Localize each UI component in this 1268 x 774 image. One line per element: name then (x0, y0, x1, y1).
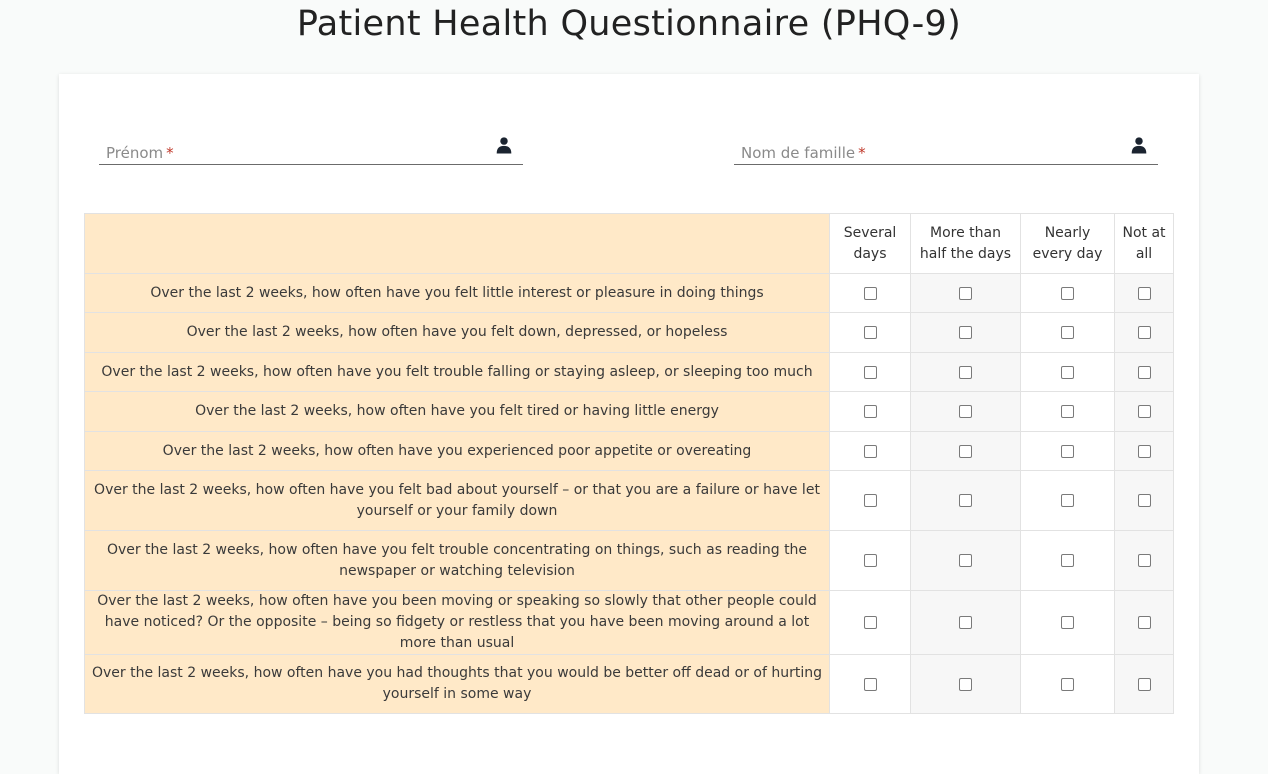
first-name-field[interactable] (99, 132, 523, 165)
checkbox-not-at-all[interactable] (1138, 616, 1151, 629)
phq9-table (84, 213, 1174, 714)
last-name-label: Nom de famille * (741, 144, 866, 162)
checkbox-several-days[interactable] (864, 405, 877, 418)
table-row (85, 591, 1174, 655)
checkbox-more-than-half[interactable] (959, 554, 972, 567)
checkbox-not-at-all[interactable] (1138, 287, 1151, 300)
checkbox-more-than-half[interactable] (959, 366, 972, 379)
table-header-row (85, 214, 1174, 274)
question-text: Over the last 2 weeks, how often have you felt trouble concentrating on things, such as reading the newspaper or watching television (85, 531, 830, 591)
checkbox-nearly-every-day[interactable] (1061, 287, 1074, 300)
checkbox-more-than-half[interactable] (959, 616, 972, 629)
checkbox-several-days[interactable] (864, 616, 877, 629)
table-row (85, 531, 1174, 591)
question-text: Over the last 2 weeks, how often have you felt tired or having little energy (85, 392, 830, 432)
checkbox-several-days[interactable] (864, 445, 877, 458)
checkbox-more-than-half[interactable] (959, 494, 972, 507)
checkbox-more-than-half[interactable] (959, 445, 972, 458)
checkbox-nearly-every-day[interactable] (1061, 678, 1074, 691)
header-nearly-every-day: Nearly every day (1021, 214, 1115, 274)
person-icon (495, 136, 513, 154)
person-icon (1130, 136, 1148, 154)
checkbox-not-at-all[interactable] (1138, 366, 1151, 379)
checkbox-not-at-all[interactable] (1138, 678, 1151, 691)
checkbox-several-days[interactable] (864, 287, 877, 300)
questionnaire-card (59, 74, 1199, 774)
table-row (85, 274, 1174, 313)
header-more-than-half: More than half the days (911, 214, 1021, 274)
checkbox-not-at-all[interactable] (1138, 445, 1151, 458)
checkbox-more-than-half[interactable] (959, 405, 972, 418)
checkbox-more-than-half[interactable] (959, 287, 972, 300)
header-question-cell (85, 214, 830, 274)
checkbox-nearly-every-day[interactable] (1061, 445, 1074, 458)
checkbox-several-days[interactable] (864, 494, 877, 507)
last-name-field[interactable] (734, 132, 1158, 165)
checkbox-more-than-half[interactable] (959, 326, 972, 339)
table-row (85, 353, 1174, 392)
checkbox-several-days[interactable] (864, 326, 877, 339)
checkbox-not-at-all[interactable] (1138, 494, 1151, 507)
checkbox-not-at-all[interactable] (1138, 554, 1151, 567)
table-row (85, 313, 1174, 353)
header-several-days: Several days (830, 214, 911, 274)
table-row (85, 471, 1174, 531)
header-not-at-all: Not at all (1115, 214, 1174, 274)
checkbox-nearly-every-day[interactable] (1061, 494, 1074, 507)
checkbox-several-days[interactable] (864, 366, 877, 379)
required-mark: * (858, 144, 866, 162)
question-text: Over the last 2 weeks, how often have you felt little interest or pleasure in doing things (85, 274, 830, 313)
question-text: Over the last 2 weeks, how often have you experienced poor appetite or overeating (85, 432, 830, 471)
question-text: Over the last 2 weeks, how often have you felt bad about yourself – or that you are a failure or have let yourself or your family down (85, 471, 830, 531)
question-text: Over the last 2 weeks, how often have you felt trouble falling or staying asleep, or sleeping too much (85, 353, 830, 392)
question-text: Over the last 2 weeks, how often have you been moving or speaking so slowly that other people could have noticed? Or the opposite – being so fidgety or restless that you have been moving around a lot more than usual (85, 591, 830, 655)
table-row (85, 392, 1174, 432)
required-mark: * (166, 144, 174, 162)
checkbox-not-at-all[interactable] (1138, 326, 1151, 339)
checkbox-nearly-every-day[interactable] (1061, 405, 1074, 418)
table-row (85, 655, 1174, 714)
page-title: Patient Health Questionnaire (PHQ-9) (296, 4, 962, 44)
checkbox-more-than-half[interactable] (959, 678, 972, 691)
checkbox-several-days[interactable] (864, 678, 877, 691)
first-name-label: Prénom * (106, 144, 174, 162)
question-text: Over the last 2 weeks, how often have you had thoughts that you would be better off dead or of hurting yourself in some way (85, 655, 830, 714)
checkbox-nearly-every-day[interactable] (1061, 366, 1074, 379)
checkbox-nearly-every-day[interactable] (1061, 326, 1074, 339)
checkbox-nearly-every-day[interactable] (1061, 616, 1074, 629)
table-row (85, 432, 1174, 471)
checkbox-nearly-every-day[interactable] (1061, 554, 1074, 567)
question-text: Over the last 2 weeks, how often have you felt down, depressed, or hopeless (85, 313, 830, 353)
checkbox-not-at-all[interactable] (1138, 405, 1151, 418)
checkbox-several-days[interactable] (864, 554, 877, 567)
